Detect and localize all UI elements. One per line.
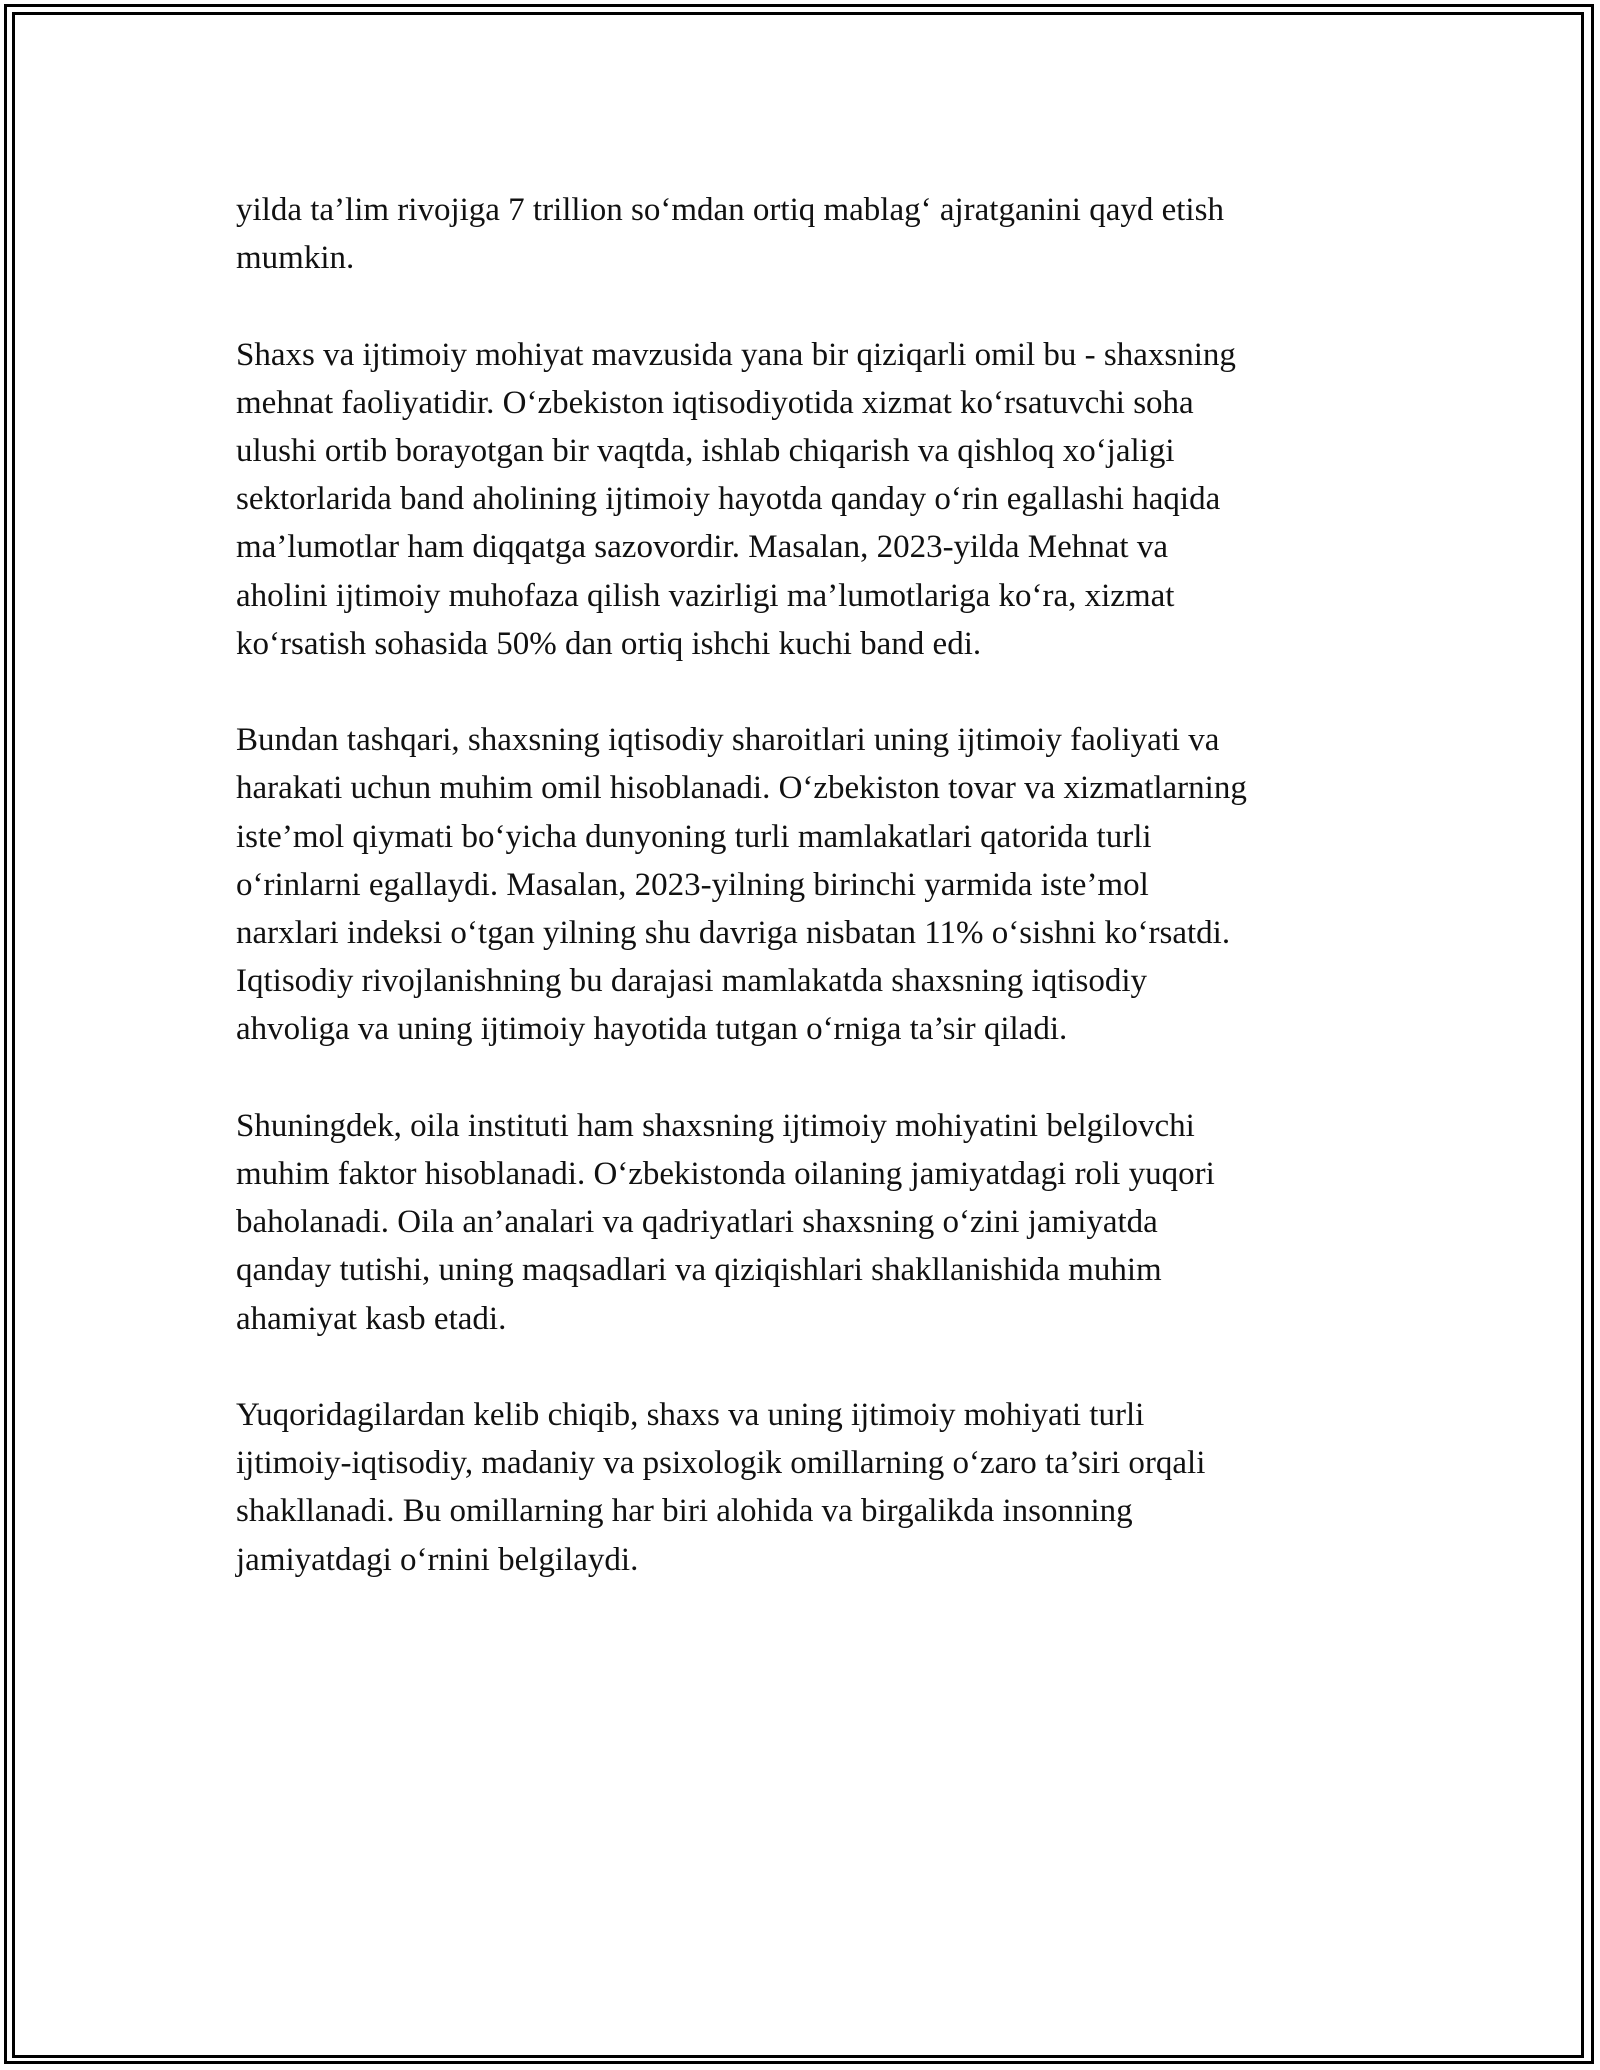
paragraph-4: Shuningdek, oila instituti ham shaxsning ijtimoiy mohiyatini belgilovchi muhim faktor hisoblanadi. O‘zbekistonda oilaning jamiyatdagi roli yuqori baholanadi. Oila an’analari va qadriyatlari shaxsning o‘zini jamiyatda qanday tutishi, uning maqsadlari va qiziqishlari shakllanishida muhim ahamiyat kasb etadi. [236, 1107, 1215, 1337]
paragraph-1: yilda ta’lim rivojiga 7 trillion so‘mdan ortiq mablag‘ ajratganini qayd etish mumkin. [236, 192, 1224, 277]
paragraph-2: Shaxs va ijtimoiy mohiyat mavzusida yana bir qiziqarli omil bu - shaxsning mehnat faoliyatidir. O‘zbekiston iqtisodiyotida xizmat ko‘rsatuvchi soha ulushi ortib borayotgan bir vaqtda, ishlab chiqarish va qishloq xo‘jaligi sektorlarida band aholining ijtimoiy hayotda qanday o‘rin egallashi haqida ma’lumotlar ham diqqatga sazovordir. Masalan, 2023-yilda Mehnat va aholini ijtimoiy muhofaza qilish vazirligi ma’lumotlariga ko‘ra, xizmat ko‘rsatish sohasida 50% dan ortiq ishchi kuchi band edi. [236, 336, 1236, 662]
paragraph-5: Yuqoridagilardan kelib chiqib, shaxs va uning ijtimoiy mohiyati turli ijtimoiy-iqtisodiy, madaniy va psixologik omillarning o‘zaro ta’siri orqali shakllanadi. Bu omillarning har biri alohida va birgalikda insonning jamiyatdagi o‘rnini belgilaydi. [236, 1397, 1206, 1578]
document-body [236, 186, 1366, 1632]
paragraph-3: Bundan tashqari, shaxsning iqtisodiy sharoitlari uning ijtimoiy faoliyati va harakati uchun muhim omil hisoblanadi. O‘zbekiston tovar va xizmatlarning iste’mol qiymati bo‘yicha dunyoning turli mamlakatlari qatorida turli o‘rinlarni egallaydi. Masalan, 2023-yilning birinchi yarmida iste’mol narxlari indeksi o‘tgan yilning shu davriga nisbatan 11% o‘sishni ko‘rsatdi. Iqtisodiy rivojlanishning bu darajasi mamlakatda shaxsning iqtisodiy ahvoliga va uning ijtimoiy hayotida tutgan o‘rniga ta’sir qiladi. [236, 722, 1247, 1048]
